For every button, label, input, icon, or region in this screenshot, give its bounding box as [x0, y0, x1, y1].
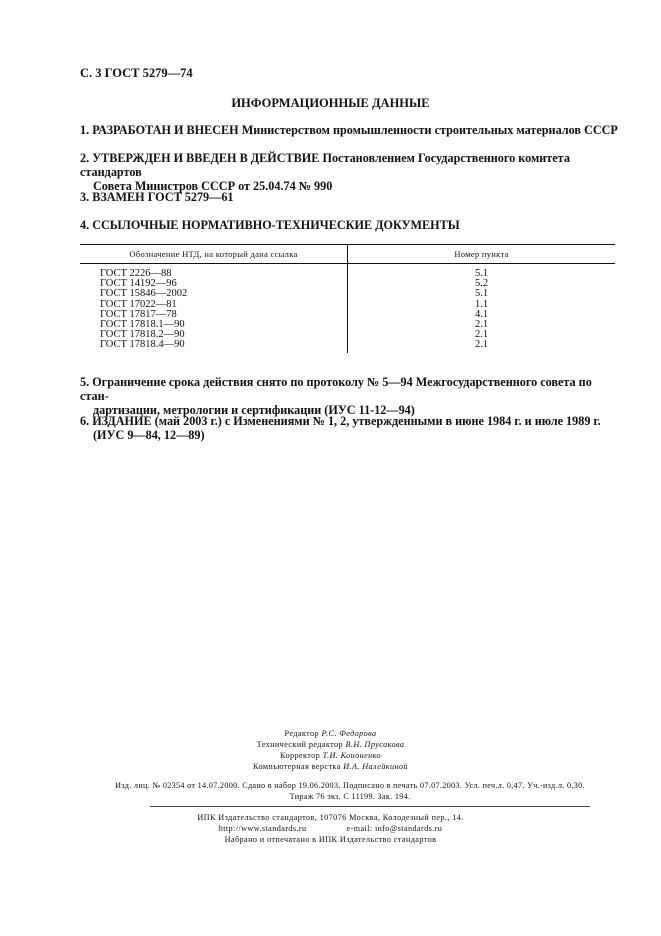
imprint-line: Тираж 76 экз. С 11199. Зак. 194. — [289, 792, 411, 801]
item-text: ИЗДАНИЕ (май 2003 г.) с Изменениями № 1, 2, утвержденными в июне 1984 г. и июле 1989 г. — [92, 414, 601, 428]
item-number: 6. — [80, 414, 90, 428]
item-5 — [80, 375, 620, 417]
table-row — [80, 264, 615, 280]
credit-name: В.Н. Прусакова — [345, 740, 405, 749]
divider — [150, 806, 590, 807]
credit-layout — [0, 761, 661, 772]
table-header-row — [80, 245, 615, 264]
cell-point: 5.2 — [474, 278, 489, 290]
cell-document: ГОСТ 17818.1—90 — [80, 320, 348, 330]
credit-name: Р.С. Федорова — [321, 729, 377, 738]
publisher-address: ИПК Издательство стандартов, 107076 Москва, Колодезный пер., 14. — [197, 813, 464, 822]
credit-label: Технический редактор — [256, 740, 344, 749]
item-text-cont: (ИУС 9—84, 12—89) — [93, 428, 205, 442]
credit-name: Т.И. Кононенко — [322, 751, 381, 760]
cell-document: ГОСТ 15846—2002 — [80, 289, 348, 299]
col-header-document: Обозначение НТД, на который дана ссылка — [80, 245, 348, 264]
publisher-info — [0, 812, 661, 845]
cell-point: 2.1 — [474, 339, 489, 351]
item-text: ВЗАМЕН ГОСТ 5279—61 — [92, 190, 234, 204]
item-number: 1. — [80, 123, 90, 137]
item-1 — [80, 123, 620, 137]
item-number: 5. — [80, 375, 90, 389]
cell-point: 5.1 — [474, 288, 489, 300]
cell-document: ГОСТ 17022—81 — [80, 300, 348, 310]
cell-point: 2.1 — [474, 319, 489, 331]
page-header: С. 3 ГОСТ 5279—74 — [80, 66, 193, 80]
credit-editor — [0, 728, 661, 739]
cell-document: ГОСТ 14192—96 — [80, 279, 348, 289]
cell-document: ГОСТ 2226—88 — [80, 264, 348, 280]
cell-document: ГОСТ 17817—78 — [80, 310, 348, 320]
cell-document: ГОСТ 17818.2—90 — [80, 330, 348, 340]
cell-document: ГОСТ 17818.4—90 — [80, 340, 348, 352]
item-2 — [80, 151, 620, 193]
item-6 — [80, 414, 620, 442]
credit-name: И.А. Налейкиной — [343, 762, 408, 771]
item-text-cont: Совета Министров СССР от 25.04.74 № 990 — [93, 179, 333, 193]
credit-label: Редактор — [284, 729, 320, 738]
section-title: ИНФОРМАЦИОННЫЕ ДАННЫЕ — [231, 96, 430, 110]
item-text: Ограничение срока действия снято по протоколу № 5—94 Межгосударственного совета по стан- — [80, 375, 592, 403]
item-text: ССЫЛОЧНЫЕ НОРМАТИВНО-ТЕХНИЧЕСКИЕ ДОКУМЕНТЫ — [92, 218, 460, 232]
col-header-point: Номер пункта — [348, 245, 616, 264]
credit-label: Компьютерная верстка — [253, 762, 341, 771]
item-3 — [80, 190, 620, 204]
publisher-printed: Набрано и отпечатано в ИПК Издательство стандартов — [224, 835, 437, 844]
publisher-email: e-mail: info@standards.ru — [346, 824, 443, 833]
cell-point: 2.1 — [474, 329, 489, 341]
item-4 — [80, 218, 620, 232]
item-text: УТВЕРЖДЕН И ВВЕДЕН В ДЕЙСТВИЕ Постановлением Государственного комитета стандартов — [80, 151, 570, 179]
cell-point: 5.1 — [474, 268, 489, 279]
imprint — [80, 780, 620, 802]
credit-label: Корректор — [280, 751, 321, 760]
editorial-credits — [0, 728, 661, 772]
item-text: РАЗРАБОТАН И ВНЕСЕН Министерством промышленности строительных материалов СССР — [92, 123, 618, 137]
item-number: 4. — [80, 218, 90, 232]
credit-tech-editor — [0, 739, 661, 750]
publisher-url: http://www.standards.ru — [218, 824, 307, 833]
cell-point: 1.1 — [474, 298, 489, 310]
table-row — [80, 340, 615, 352]
item-number: 2. — [80, 151, 90, 165]
credit-corrector — [0, 750, 661, 761]
imprint-line: Изд. лиц. № 02354 от 14.07.2000. Сдано в набор 19.06.2003. Подписано в печать 07.07.2003. Усл. печ.л. 0,47. Уч.-изд.л. 0,30. — [115, 781, 585, 790]
cell-point: 4.1 — [474, 308, 489, 320]
references-table — [80, 244, 615, 353]
item-number: 3. — [80, 190, 90, 204]
item-text-cont: дартизации, метрологии и сертификации (ИУС 11-12—94) — [93, 403, 415, 417]
